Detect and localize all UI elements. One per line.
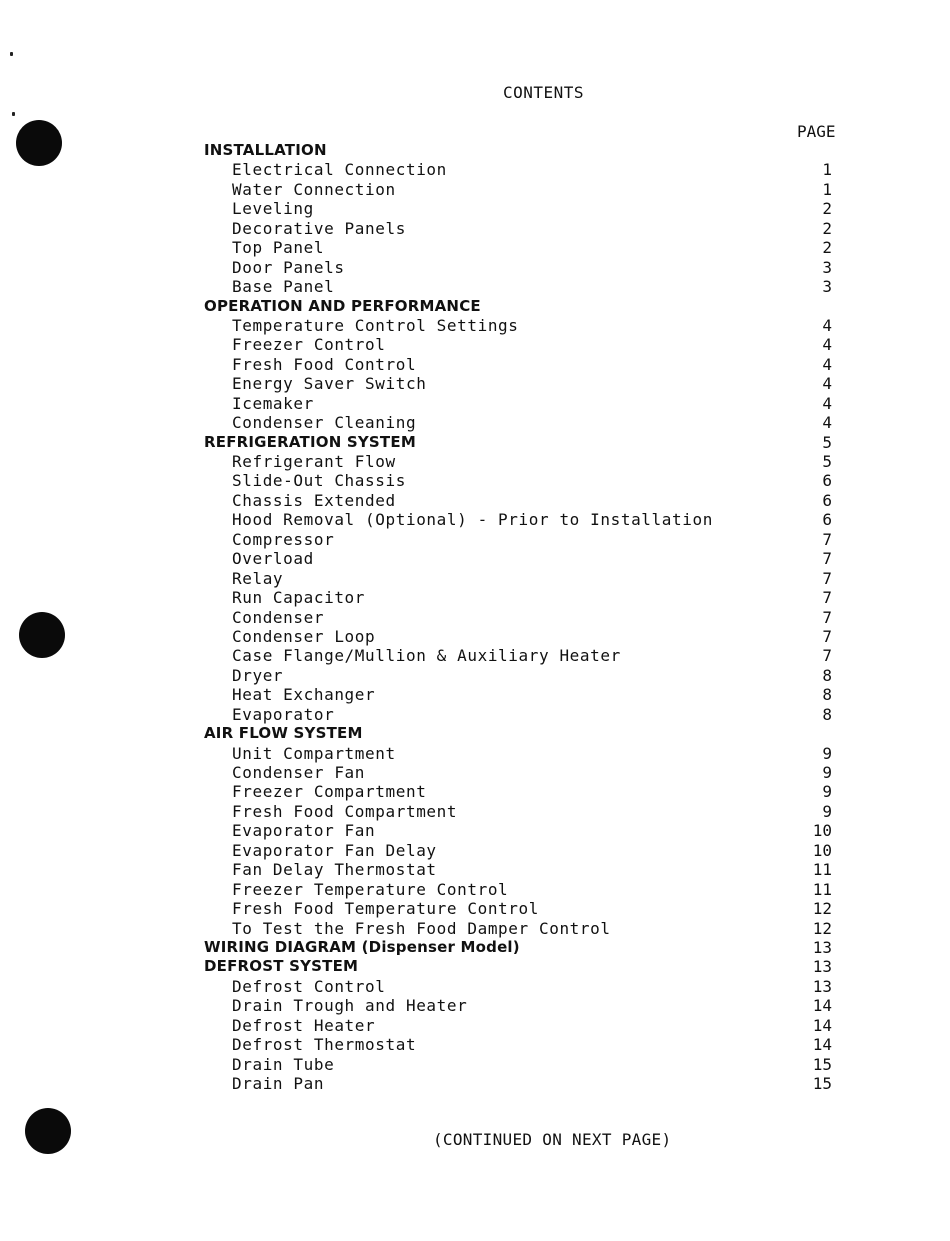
- toc-entry: [0, 782, 950, 801]
- toc-entry: [0, 1035, 950, 1054]
- toc-section-heading: [0, 938, 950, 957]
- toc-entry-page: 5: [822, 432, 832, 452]
- toc-entry-label: INSTALLATION: [204, 141, 327, 159]
- toc-entry-label: Top Panel: [232, 238, 325, 258]
- toc-entry-label: Defrost Control: [232, 976, 386, 996]
- toc-entry: [0, 277, 950, 296]
- toc-entry-page: 11: [812, 879, 832, 899]
- punch-hole-bottom: [25, 1108, 71, 1154]
- toc-entry-page: 7: [822, 646, 832, 666]
- toc-entry-label: Icemaker: [232, 393, 314, 413]
- toc-entry-label: Hood Removal (Optional) - Prior to Installation: [232, 510, 713, 530]
- toc-entry-label: Case Flange/Mullion & Auxiliary Heater: [232, 646, 621, 666]
- toc-entry-page: 11: [812, 860, 832, 880]
- toc-entry-label: Fresh Food Temperature Control: [232, 899, 539, 919]
- toc-entry-page: 3: [822, 277, 832, 297]
- toc-entry: [0, 666, 950, 685]
- toc-entry-label: Refrigerant Flow: [232, 452, 396, 471]
- toc-entry-label: Evaporator: [232, 704, 335, 724]
- toc-entry-page: 4: [822, 335, 832, 355]
- toc-entry: [0, 996, 950, 1015]
- toc-entry: [0, 374, 950, 393]
- toc-entry-page: 14: [812, 996, 832, 1016]
- toc-entry: [0, 880, 950, 899]
- toc-entry-label: Unit Compartment: [232, 743, 396, 763]
- toc-entry-page: 8: [822, 704, 832, 724]
- toc-section-heading: [0, 141, 950, 160]
- toc-entry-label: Drain Pan: [232, 1074, 325, 1093]
- toc-entry-page: 3: [822, 257, 832, 277]
- toc-entry-page: 10: [812, 821, 832, 841]
- toc-entry-label: Fresh Food Compartment: [232, 801, 458, 821]
- toc-entry-label: Water Connection: [232, 179, 396, 199]
- toc-entry-page: 12: [812, 899, 832, 919]
- toc-entry-label: Evaporator Fan Delay: [232, 840, 437, 860]
- toc-entry-label: OPERATION AND PERFORMANCE: [204, 296, 481, 315]
- toc-entry-label: Base Panel: [232, 277, 335, 297]
- toc-entry-page: 9: [822, 782, 832, 802]
- toc-entry-page: 7: [822, 607, 832, 627]
- toc-entry: [0, 530, 950, 549]
- toc-entry-page: 7: [822, 626, 832, 646]
- toc-entry-page: 2: [822, 199, 832, 219]
- toc-entry-label: Evaporator Fan: [232, 821, 376, 841]
- toc-entry: [0, 510, 950, 529]
- toc-entry: [0, 316, 950, 335]
- toc-entry: [0, 180, 950, 199]
- toc-entry-label: Dryer: [232, 665, 284, 685]
- toc-entry-label: Freezer Temperature Control: [232, 879, 509, 899]
- page-column-header: PAGE: [797, 122, 836, 141]
- toc-entry: [0, 744, 950, 763]
- toc-entry-page: 15: [812, 1054, 832, 1074]
- toc-entry: [0, 569, 950, 588]
- toc-entry-page: 10: [812, 840, 832, 860]
- toc-entry: [0, 355, 950, 374]
- toc-entry-page: 6: [822, 510, 832, 530]
- toc-section-heading: [0, 957, 950, 976]
- toc-entry-page: 4: [822, 374, 832, 394]
- toc-entry-page: 4: [822, 393, 832, 413]
- toc-section-heading: [0, 724, 950, 743]
- toc-entry: [0, 219, 950, 238]
- toc-entry-page: 14: [812, 1015, 832, 1035]
- toc-entry-page: 1: [822, 179, 832, 199]
- toc-section-heading: [0, 433, 950, 452]
- toc-entry: [0, 1055, 950, 1074]
- toc-entry: [0, 919, 950, 938]
- toc-entry-page: 9: [822, 743, 832, 763]
- toc-entry-label: Fresh Food Control: [232, 354, 417, 374]
- toc-entry: [0, 413, 950, 432]
- toc-entry: [0, 199, 950, 218]
- toc-entry: [0, 627, 950, 646]
- toc-entry: [0, 238, 950, 257]
- toc-entry-label: Defrost Thermostat: [232, 1035, 417, 1055]
- toc-entry: [0, 977, 950, 996]
- page-title: CONTENTS: [503, 83, 585, 102]
- toc-entry-label: Condenser Loop: [232, 626, 376, 646]
- toc-entry: [0, 646, 950, 665]
- toc-section-heading: [0, 297, 950, 316]
- toc-entry-page: 5: [822, 452, 832, 471]
- toc-entry: [0, 608, 950, 627]
- toc-entry-label: Compressor: [232, 529, 335, 549]
- toc-entry-label: Condenser Fan: [232, 763, 366, 782]
- toc-entry: [0, 705, 950, 724]
- toc-entry-label: Electrical Connection: [232, 160, 447, 180]
- toc-entry-label: Slide-Out Chassis: [232, 471, 406, 491]
- toc-entry-page: 2: [822, 238, 832, 258]
- toc-entry-page: 14: [812, 1035, 832, 1055]
- toc-entry-label: AIR FLOW SYSTEM: [204, 724, 363, 743]
- toc-entry-label: Heat Exchanger: [232, 685, 376, 705]
- toc-entry: [0, 160, 950, 179]
- toc-entry: [0, 821, 950, 840]
- toc-entry-page: 7: [822, 549, 832, 569]
- toc-entry-page: 13: [812, 976, 832, 996]
- toc-entry-label: WIRING DIAGRAM (Dispenser Model): [204, 937, 520, 956]
- toc-entry-label: Condenser Cleaning: [232, 413, 417, 433]
- toc-entry: [0, 258, 950, 277]
- toc-entry-label: Temperature Control Settings: [232, 315, 519, 335]
- toc-entry-label: Decorative Panels: [232, 218, 406, 238]
- toc-entry-label: Door Panels: [232, 257, 345, 277]
- toc-entry: [0, 1074, 950, 1093]
- toc-entry-page: 6: [822, 471, 832, 491]
- toc-entry-label: Defrost Heater: [232, 1015, 376, 1035]
- toc-entry-label: Run Capacitor: [232, 588, 366, 608]
- toc-entry: [0, 685, 950, 704]
- toc-entry: [0, 1016, 950, 1035]
- toc-entry-page: 13: [812, 937, 832, 957]
- toc-entry: [0, 802, 950, 821]
- toc-entry: [0, 471, 950, 490]
- toc-entry: [0, 491, 950, 510]
- table-of-contents: [0, 141, 950, 1093]
- toc-entry-label: Freezer Control: [232, 335, 386, 355]
- toc-entry-page: 7: [822, 568, 832, 588]
- toc-entry: [0, 394, 950, 413]
- toc-entry: [0, 588, 950, 607]
- toc-entry-label: To Test the Fresh Food Damper Control: [232, 918, 611, 938]
- toc-entry-page: 13: [812, 957, 832, 977]
- toc-entry: [0, 763, 950, 782]
- toc-entry-page: 4: [822, 315, 832, 335]
- toc-entry-page: 4: [822, 354, 832, 374]
- scan-speck: [12, 112, 15, 116]
- toc-entry-page: 4: [822, 413, 832, 433]
- toc-entry-label: Drain Tube: [232, 1054, 335, 1074]
- toc-entry-label: Relay: [232, 568, 284, 588]
- continued-note: (CONTINUED ON NEXT PAGE): [433, 1130, 672, 1149]
- toc-entry-page: 8: [822, 685, 832, 705]
- toc-entry-label: Condenser: [232, 607, 325, 627]
- toc-entry-page: 2: [822, 218, 832, 238]
- toc-entry: [0, 841, 950, 860]
- scan-speck: [10, 52, 13, 56]
- toc-entry-page: 7: [822, 588, 832, 608]
- toc-entry: [0, 899, 950, 918]
- toc-entry-label: Freezer Compartment: [232, 782, 427, 802]
- toc-entry: [0, 335, 950, 354]
- toc-entry-page: 9: [822, 763, 832, 782]
- toc-entry-label: REFRIGERATION SYSTEM: [204, 432, 416, 451]
- toc-entry-page: 15: [812, 1074, 832, 1093]
- toc-entry-page: 12: [812, 918, 832, 938]
- toc-entry-label: DEFROST SYSTEM: [204, 957, 359, 976]
- toc-entry: [0, 452, 950, 471]
- toc-entry-label: Chassis Extended: [232, 490, 396, 510]
- toc-entry-page: 7: [822, 529, 832, 549]
- toc-entry-label: Overload: [232, 549, 314, 569]
- toc-entry-page: 6: [822, 490, 832, 510]
- toc-entry-page: 9: [822, 801, 832, 821]
- toc-entry: [0, 549, 950, 568]
- toc-entry-label: Energy Saver Switch: [232, 374, 427, 394]
- toc-entry-page: 8: [822, 665, 832, 685]
- toc-entry-label: Leveling: [232, 199, 314, 219]
- toc-entry: [0, 860, 950, 879]
- toc-entry-label: Fan Delay Thermostat: [232, 860, 437, 880]
- toc-entry-page: 1: [822, 160, 832, 180]
- toc-entry-label: Drain Trough and Heater: [232, 996, 468, 1016]
